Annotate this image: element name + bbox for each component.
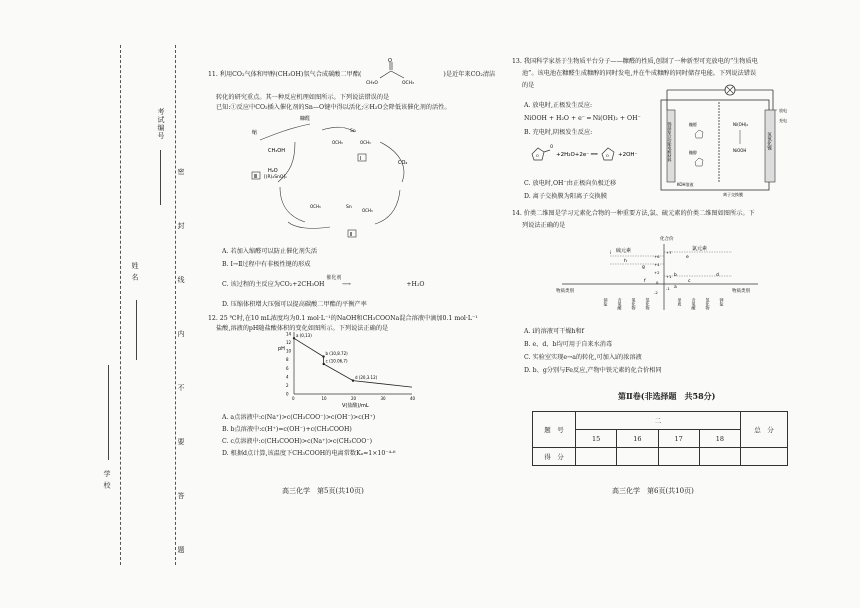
score-cell[interactable]: [617, 448, 658, 466]
exam-id-line: [160, 150, 161, 205]
cat-label: 含氧酸: [617, 298, 623, 310]
y-tick-label: 6: [286, 365, 289, 371]
score-cell[interactable]: [658, 448, 699, 466]
label-ni1: Ni(OH)₂: [733, 122, 748, 127]
label-h2o: H₂O: [268, 168, 278, 174]
exam-id-label: 考试编号: [157, 108, 165, 140]
q11-option-c: C. 该过程的主反应为CO₂+2CH₃OH 催化剂 ⟶ +H₂O: [222, 275, 425, 288]
val-tick: +6: [654, 254, 660, 259]
score-table-part: 二: [576, 412, 741, 430]
label-sno: [(R)₂SnO]ₙ: [264, 175, 287, 180]
dimethyl-carbonate-structure: [362, 58, 438, 86]
label-sn-1: Sn: [350, 129, 356, 134]
val-tick: +2: [654, 270, 660, 275]
y-tick-label: 12: [286, 340, 292, 346]
page-5-footer: 高三化学 第5页(共10页): [282, 487, 364, 495]
label-och3-d: OCH₃: [362, 208, 373, 213]
q12-option-c: C. c点溶液中:c(CH₃COOH)>c(Na⁺)>c(CH₃COO⁻): [222, 438, 373, 445]
score-table: [532, 411, 788, 466]
x-tick-label: 30: [380, 396, 386, 401]
school-label: 学 校: [103, 470, 111, 490]
label-ketal: 缩: [252, 130, 258, 136]
page-6-footer: 高三化学 第6页(共10页): [612, 487, 694, 495]
seal-char: 内: [177, 330, 185, 338]
y-tick-label: 4: [286, 374, 289, 380]
eq-mid: +2H₂O+2e⁻ ══: [556, 152, 598, 158]
seal-char: 题: [177, 546, 185, 554]
score-cell[interactable]: [699, 448, 740, 466]
q11-stem-2: 转化的研究重点。其一种反应机理如图所示。下列说法错误的是: [216, 94, 390, 101]
q12-stem-2: 盐酸,溶液的pH随盐酸体积的变化如图所示。下列说法正确的是: [216, 325, 389, 332]
svg-text:O: O: [388, 58, 392, 64]
data-point-c: [322, 363, 324, 365]
point-d: d: [716, 273, 719, 278]
q11-known: 已知:①反应中CO₂插入催化剂的Sn—O键中得以活化;②H₂O会降低该催化剂的活性。: [216, 104, 451, 111]
label-ni2: NiOOH: [733, 148, 747, 153]
q13-option-b: B. 充电时,阴极发生反应:: [524, 129, 593, 136]
score-table-num: 17: [658, 430, 699, 448]
data-point-b: [322, 355, 324, 357]
name-label: 姓 名: [131, 262, 139, 282]
och3-label: OCH₃: [402, 81, 414, 86]
q11-mechanism-figure: [250, 112, 420, 244]
seal-char: 答: [177, 492, 185, 500]
score-cell[interactable]: [576, 448, 617, 466]
name-line: [136, 300, 137, 360]
cat-label: 氢化物: [645, 298, 651, 310]
y-tick-label: 2: [286, 382, 289, 388]
label-ch3oh: CH₃OH: [268, 148, 285, 154]
label-class-right: 物质类别: [732, 289, 750, 294]
q14-option-c: C. 实验室实现e→a的转化,可加入i的浓溶液: [524, 354, 642, 361]
data-point-a: [293, 337, 295, 339]
point-h: h: [624, 259, 627, 264]
point-g: g: [642, 265, 645, 270]
x-tick-label: 10: [321, 396, 327, 401]
eq-tail: +2OH⁻: [618, 152, 638, 158]
electrolytic-cell: [661, 100, 769, 190]
point-f: f: [644, 279, 646, 284]
label-membrane: 离子交换膜: [723, 192, 743, 197]
label-discharge: 放电: [779, 108, 787, 113]
score-table-header: 题 号: [533, 412, 576, 448]
point-c: c: [688, 279, 691, 284]
q12-option-d: D. 根据d点计算,该温度下CH₃COOH的电离常数Kₐ=1×10⁻⁴·⁶: [222, 450, 396, 457]
label-charge: 充电: [779, 118, 787, 123]
label-sn-2: Sn: [346, 205, 352, 210]
seal-char: 封: [177, 222, 185, 230]
val-tick: -2: [654, 290, 658, 295]
label-koh: KOH溶液: [677, 182, 694, 187]
seal-char: 不: [177, 384, 185, 392]
y-axis-label: pH: [278, 346, 285, 352]
section-2-title: 第Ⅱ卷(非选择题 共58分): [618, 391, 716, 401]
titration-chart: [270, 328, 420, 408]
film-label: 锦基复合功能电极材料: [667, 122, 673, 162]
y-tick-label: 0: [286, 391, 289, 397]
svg-text:CH₃O: CH₃O: [366, 81, 378, 86]
label-och3-a: OCH₃: [332, 140, 343, 145]
cat-label: 钠盐: [603, 298, 609, 306]
cat-label: 含氧酸: [691, 298, 697, 310]
val-tick: +7: [666, 250, 672, 255]
val-tick: +4: [654, 262, 660, 267]
score-cell-total[interactable]: [741, 448, 788, 466]
x-tick-label: 0: [292, 396, 295, 401]
q12-stem: 12. 25 ℃时,在10 mL浓度均为0.1 mol·L⁻¹的NaOH和CH₃COONa混合溶液中滴加0.1 mol·L⁻¹: [208, 315, 478, 322]
q13-battery-figure: [655, 82, 805, 202]
cat-label: 单质: [677, 298, 683, 306]
score-table-num: 18: [699, 430, 740, 448]
val-tick: 0: [656, 280, 659, 285]
label-furfural: 糠醛: [300, 116, 311, 122]
point-a: a: [674, 285, 677, 290]
q13-stem: 13. 我国科学家基于生物质平台分子——糠醛的性质,创制了一种新型可充放电的“生物质电: [512, 58, 758, 65]
y-tick-label: 8: [286, 357, 289, 363]
x-axis-label: V(盐酸)/mL: [342, 403, 369, 408]
q11-option-a: A. 若加入缩醛可以防止催化剂失活: [222, 248, 318, 255]
x-tick-label: 40: [410, 396, 416, 401]
q13-option-c: C. 放电时,OH⁻由正极向负极迁移: [524, 180, 617, 187]
val-tick: -1: [666, 286, 670, 291]
label-valence: 化合价: [660, 237, 674, 242]
score-table-score-label: 得 分: [533, 448, 576, 466]
svg-text:O: O: [550, 144, 554, 149]
q13-stem-2: 池”。该电池在糠醛生成糠醇的同时发电,并在牛成糠醇的同时储存电能。下列说法错误: [522, 70, 757, 77]
seal-char: 线: [177, 276, 185, 284]
score-table-num: 16: [617, 430, 658, 448]
q12-option-a: A. a点溶液中:c(Na⁺)>c(CH₃COO⁻)>c(OH⁻)>c(H⁺): [222, 414, 376, 421]
score-table-num: 15: [576, 430, 617, 448]
cat-label: 钾盐: [719, 298, 725, 306]
q13-option-b-equation: [526, 140, 656, 170]
right-electrode-label: 氢氧化镍: [766, 132, 772, 150]
fold-line-outer: [120, 45, 121, 565]
q11-stem: 11. 利用CO₂气体和甲醇(CH₃OH)氛气合成碳酸二甲酯( )是近年来CO₂清洁: [208, 71, 496, 78]
label-aldehyde: 糠醛: [689, 122, 697, 127]
q14-stem: 14. 价类二维图是学习元素化合物的一种重要方法,氯、硫元素的价类二维图如图所示。下: [512, 210, 755, 217]
q14-option-b: B. e、d、b均可用于自来水消毒: [524, 341, 613, 348]
label-och3-b: OCH₃: [360, 140, 371, 145]
svg-text:O: O: [606, 154, 609, 158]
y-tick-label: 14: [286, 331, 292, 337]
score-table-total: 总 分: [741, 412, 788, 448]
q13-stem-3: 的是: [522, 82, 535, 89]
label-chlorine: 氯元素: [692, 246, 708, 252]
cat-label: 氧化物: [631, 298, 637, 310]
svg-text:O: O: [536, 154, 539, 158]
q11-option-d: D. 压缩体积增大压强可以提高碳酸二甲酯的平衡产率: [222, 301, 367, 308]
cat-label: 氢化物: [705, 298, 711, 310]
point-e: e: [686, 255, 689, 260]
label-III: Ⅲ: [254, 174, 258, 180]
q14-option-a: A. i的溶液可干燥h和f: [524, 328, 584, 335]
data-point-d: [352, 379, 354, 381]
q13-option-a-eq: NiOOH + H₂O + e⁻ ═ Ni(OH)₂ + OH⁻: [524, 115, 641, 122]
label-I: Ⅰ: [360, 156, 362, 162]
x-tick-label: 20: [351, 396, 357, 401]
data-label-b: b (10,8.72): [325, 351, 348, 357]
label-sulfur: 硫元素: [616, 248, 632, 254]
data-label-c: c (10.06,7): [325, 358, 348, 364]
label-II: Ⅱ: [350, 232, 353, 238]
data-label-d: d (20,3.12): [355, 375, 378, 381]
school-line: [108, 365, 109, 460]
q14-valence-diagram: [552, 232, 772, 322]
point-b: b: [674, 273, 677, 278]
y-tick-label: 10: [286, 348, 292, 354]
data-label-a: a (0,13): [296, 332, 312, 338]
q12-option-b: B. b点溶液中:c(H⁺)=c(OH⁻)+c(CH₃COOH): [222, 426, 352, 433]
q14-stem-2: 列说法正确的是: [522, 222, 566, 229]
q13-option-d: D. 离子交换膜为阳离子交换膜: [524, 193, 607, 200]
seal-char: 密: [177, 168, 185, 176]
seal-char: 要: [177, 438, 185, 446]
label-alcohol: 糠醇: [689, 150, 697, 155]
q14-option-d: D. b、g分别与Fe反应,产物中铁元素的化合价相同: [524, 367, 662, 374]
q11-option-b: B. Ⅰ→Ⅱ过程中有非极性键的形成: [222, 261, 311, 268]
val-tick: +1: [666, 274, 672, 279]
point-i: i: [610, 251, 612, 256]
q13-option-a: A. 放电时,正极发生反应:: [524, 102, 593, 109]
label-class-left: 物质类别: [556, 289, 574, 294]
label-och3-c: OCH₃: [310, 204, 321, 209]
label-co2: CO₂: [398, 160, 408, 166]
fold-line-inner: [175, 45, 176, 565]
